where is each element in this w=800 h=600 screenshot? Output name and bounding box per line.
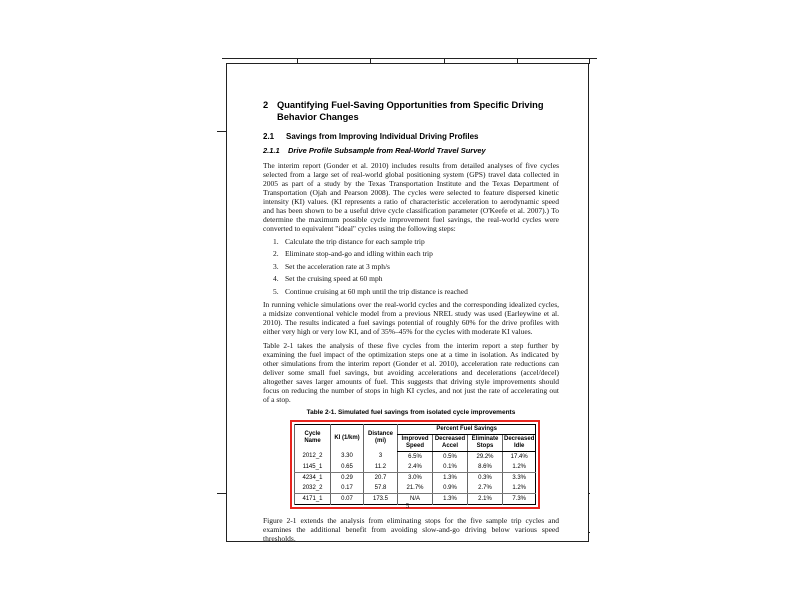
fuel-savings-table — [294, 424, 536, 505]
list-item — [263, 250, 559, 258]
table-cell: 2012_2 — [295, 452, 331, 463]
list-item-number: 5. — [273, 286, 279, 296]
list-item — [263, 263, 559, 271]
section-number: 2 — [263, 100, 269, 110]
table-cell: 0.1% — [433, 462, 468, 473]
table-row — [295, 462, 536, 473]
body-paragraph: Table 2-1 takes the analysis of these five cycles from the interim report a step further by examining the fuel impact of the optimization steps one at a time in isolation. As indicated by other simulations from the interim report (Gonder et al. 2010), acceleration rate reductions can deliver some small fuel savings, but avoiding accelerations and decelerations (accel/decel) altogether saves larger amounts of fuel. This suggests that driving style improvements should focus on reducing the number of stops in high KI cycles, and not just the rate of accelerating out of a stop. — [263, 341, 559, 404]
list-item-text: Continue cruising at 60 mph until the trip distance is reached — [285, 286, 468, 296]
body-paragraph: In running vehicle simulations over the real-world cycles and the corresponding idealized cycles, a midsize conventional vehicle model from a previous NREL study was used (Earleywine et al. 2010). The results indicated a fuel savings potential of roughly 60% for the drive profiles with either very high or very low KI, and of 35%–45% for the cycles with moderate KI values. — [263, 300, 559, 336]
list-item — [263, 288, 559, 296]
list-item — [263, 238, 559, 246]
subsection-heading — [263, 132, 559, 141]
table-cell: 0.07 — [331, 494, 364, 505]
table-cell: 2.4% — [398, 462, 433, 473]
table-cell: 3.30 — [331, 452, 364, 463]
list-item-text: Set the acceleration rate at 3 mph/s — [285, 261, 390, 271]
table-cell: 0.3% — [468, 473, 503, 484]
table-cell: 173.5 — [364, 494, 398, 505]
table-cell: 1.2% — [503, 462, 536, 473]
table-cell: 0.9% — [433, 483, 468, 494]
table-cell: 57.8 — [364, 483, 398, 494]
section-heading — [263, 100, 559, 123]
column-header-improved-speed: Improved Speed — [398, 435, 433, 452]
table-cell: 1.3% — [433, 494, 468, 505]
table-cell: 29.2% — [468, 452, 503, 463]
table-cell: 4171_1 — [295, 494, 331, 505]
numbered-list — [263, 238, 559, 296]
list-item-number: 1. — [273, 236, 279, 246]
list-item-text: Calculate the trip distance for each sample trip — [285, 236, 425, 246]
table-cell: 1145_1 — [295, 462, 331, 473]
table-cell: 7.3% — [503, 494, 536, 505]
subsubsection-number: 2.1.1 — [263, 146, 280, 155]
column-header-ki: KI (1/km) — [331, 425, 364, 452]
subsubsection-title: Drive Profile Subsample from Real-World Travel Survey — [288, 146, 486, 155]
table-row — [295, 452, 536, 463]
table-cell: 17.4% — [503, 452, 536, 463]
table-cell: 20.7 — [364, 473, 398, 484]
table-cell: 0.65 — [331, 462, 364, 473]
column-header-cycle: Cycle Name — [295, 425, 331, 452]
table-cell: 11.2 — [364, 462, 398, 473]
subsection-title: Savings from Improving Individual Driving Profiles — [286, 132, 479, 141]
table-cell: 1.2% — [503, 483, 536, 494]
table-cell: 0.5% — [433, 452, 468, 463]
table-cell: 0.29 — [331, 473, 364, 484]
ruler-line — [222, 58, 597, 59]
subsection-number: 2.1 — [263, 132, 275, 141]
section-title: Quantifying Fuel-Saving Opportunities from Specific Driving Behavior Changes — [277, 100, 544, 122]
table-cell: 0.17 — [331, 483, 364, 494]
document-page — [226, 63, 589, 542]
list-item-number: 2. — [273, 249, 279, 258]
table-row — [295, 483, 536, 494]
table-cell: N/A — [398, 494, 433, 505]
table-cell: 8.6% — [468, 462, 503, 473]
list-item-text: Set the cruising speed at 60 mph — [285, 274, 383, 283]
table-cell: 2032_2 — [295, 483, 331, 494]
table-cell: 3 — [364, 452, 398, 463]
table-cell: 2.7% — [468, 483, 503, 494]
column-header-eliminate-stops: Eliminate Stops — [468, 435, 503, 452]
table-cell: 2.1% — [468, 494, 503, 505]
column-header-distance: Distance (mi) — [364, 425, 398, 452]
table-cell: 3.0% — [398, 473, 433, 484]
list-item-number: 4. — [273, 274, 279, 283]
table-cell: 4234_1 — [295, 473, 331, 484]
column-header-decreased-accel: Decreased Accel — [433, 435, 468, 452]
table-highlight-box — [290, 420, 540, 509]
list-item-text: Eliminate stop-and-go and idling within each trip — [285, 249, 433, 258]
table-cell: 3.3% — [503, 473, 536, 484]
table-cell: 6.5% — [398, 452, 433, 463]
table-caption: Table 2-1. Simulated fuel savings from isolated cycle improvements — [306, 409, 516, 416]
list-item-number: 3. — [273, 261, 279, 271]
body-paragraph: The interim report (Gonder et al. 2010) includes results from detailed analyses of five cycles selected from a large set of real-world global positioning system (GPS) travel data collected in 2005 as part of a study by the Texas Transportation Institute and the Texas Department of Transportation (Ojah and Pearson 2008). The cycles were selected to feature dispersed kinetic intensity (KI) values. (KI represents a ratio of characteristic acceleration to aerodynamic speed and has been shown to be a useful drive cycle classification parameter (O'Keefe et al. 2007).) To determine the maximum possible cycle improvement fuel savings, the real-world cycles were converted to equivalent "ideal" cycles using the following steps: — [263, 160, 559, 233]
table-cell: 1.3% — [433, 473, 468, 484]
subsubsection-heading — [263, 147, 559, 156]
list-item — [263, 275, 559, 283]
column-header-decreased-idle: Decreased Idle — [503, 435, 536, 452]
table-cell: 21.7% — [398, 483, 433, 494]
body-paragraph: Figure 2-1 extends the analysis from eliminating stops for the five sample trip cycles and examines the additional benefit from avoiding slow-and-go driving below various speed thresholds. — [263, 516, 559, 543]
table-row — [295, 473, 536, 484]
table-header-row — [295, 425, 536, 435]
ruler-tick — [589, 58, 590, 64]
page-number: 5 — [405, 502, 410, 510]
column-group-header: Percent Fuel Savings — [398, 425, 536, 435]
